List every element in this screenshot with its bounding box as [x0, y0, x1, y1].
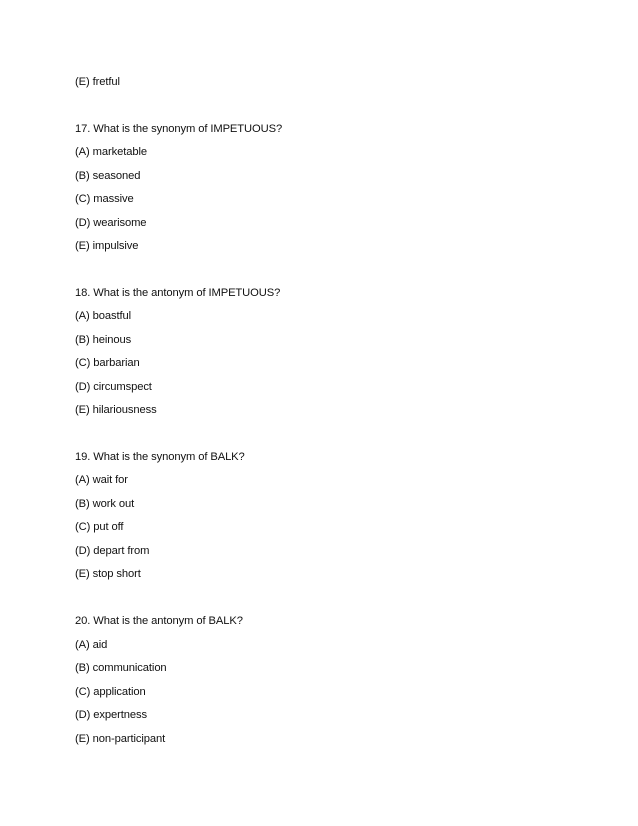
q19-option-c: (C) put off	[75, 521, 124, 533]
q20-option-c: (C) application	[75, 686, 146, 698]
q16-option-e: (E) fretful	[75, 76, 120, 88]
q20-option-a: (A) aid	[75, 639, 108, 651]
q19-option-b: (B) work out	[75, 498, 135, 510]
q20-option-d: (D) expertness	[75, 709, 147, 721]
q17-question: 17. What is the synonym of IMPETUOUS?	[75, 123, 283, 135]
q18-option-c: (C) barbarian	[75, 357, 140, 369]
q19-option-e: (E) stop short	[75, 568, 141, 580]
q20-option-b: (B) communication	[75, 662, 167, 674]
q18-option-d: (D) circumspect	[75, 381, 152, 393]
q17-option-d: (D) wearisome	[75, 217, 147, 229]
q17-option-b: (B) seasoned	[75, 170, 141, 182]
q18-question: 18. What is the antonym of IMPETUOUS?	[75, 287, 281, 299]
q17-option-a: (A) marketable	[75, 146, 147, 158]
q18-option-e: (E) hilariousness	[75, 404, 157, 416]
q18-option-a: (A) boastful	[75, 310, 132, 322]
q17-option-e: (E) impulsive	[75, 240, 139, 252]
q20-question: 20. What is the antonym of BALK?	[75, 615, 243, 627]
q17-option-c: (C) massive	[75, 193, 134, 205]
q18-option-b: (B) heinous	[75, 334, 132, 346]
q19-option-a: (A) wait for	[75, 474, 128, 486]
q20-option-e: (E) non-participant	[75, 733, 166, 745]
q19-question: 19. What is the synonym of BALK?	[75, 451, 245, 463]
q19-option-d: (D) depart from	[75, 545, 150, 557]
